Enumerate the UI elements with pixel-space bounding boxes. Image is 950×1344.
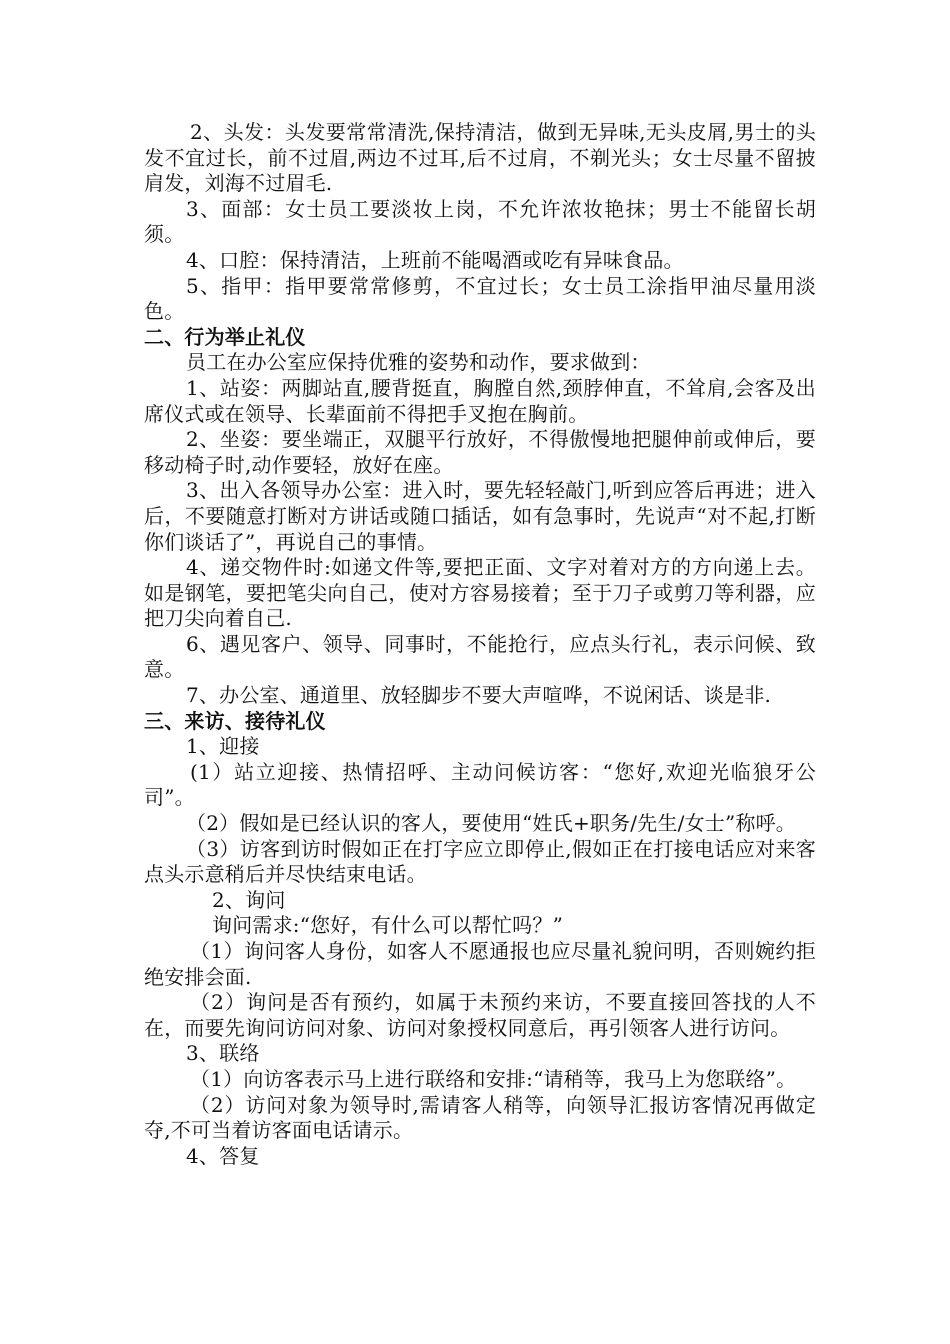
subheading-contact: 3、联络 <box>186 1041 260 1066</box>
paragraph-contact-2: （2）访问对象为领导时,需请客人稍等，向领导汇报访客情况再做定夺,不可当着访客面电话请示。 <box>144 1092 816 1143</box>
paragraph-behavior-intro: 员工在办公室应保持优雅的姿势和动作，要求做到： <box>186 350 651 375</box>
paragraph-face: 3、面部：女士员工要淡妆上岗，不允许浓妆艳抹；男士不能留长胡须。 <box>144 196 816 247</box>
subheading-greet: 1、迎接 <box>186 734 260 759</box>
paragraph-handing-items: 4、递交物件时:如递文件等,要把正面、文字对着对方的方向递上去。如是钢笔，要把笔尖向自己，使对方容易接着；至于刀子或剪刀等利器，应把刀尖向着自己. <box>144 555 816 631</box>
paragraph-quiet-walk: 7、办公室、通道里、放轻脚步不要大声喧哗，不说闲话、谈是非. <box>186 683 772 708</box>
paragraph-greeting-others: 6、遇见客户、领导、同事时，不能抢行，应点头行礼，表示问候、致意。 <box>144 631 816 682</box>
section-heading-behavior: 二、行为举止礼仪 <box>144 324 306 349</box>
paragraph-inquire-intro: 询问需求:“您好，有什么可以帮忙吗？” <box>212 913 563 938</box>
paragraph-greet-1: (1）站立迎接、热情招呼、主动问候访客：“您好,欢迎光临狼牙公司”。 <box>144 759 816 810</box>
paragraph-inquire-1: （1）询问客人身份，如客人不愿通报也应尽量礼貌问明，否则婉约拒绝安排会面. <box>144 939 816 989</box>
paragraph-inquire-2: （2）询问是否有预约，如属于未预约来访，不要直接回答找的人不在，而要先询问访问对象、访问对象授权同意后，再引领客人进行访问。 <box>144 990 816 1040</box>
subheading-inquire: 2、询问 <box>212 887 286 912</box>
paragraph-greet-3: （3）访客到访时假如正在打字应立即停止,假如正在打接电话应对来客点头示意稍后并尽快结束电话。 <box>144 836 816 887</box>
paragraph-standing: 1、站姿：两脚站直,腰背挺直，胸膛自然,颈脖伸直，不耸肩,会客及出席仪式或在领导、长辈面前不得把手叉抱在胸前。 <box>144 375 816 426</box>
paragraph-contact-1: （1）向访客表示马上进行联络和安排:“请稍等，我马上为您联络”。 <box>190 1066 797 1091</box>
paragraph-office-entry: 3、出入各领导办公室：进入时，要先轻轻敲门,听到应答后再进；进入后，不要随意打断对方讲话或随口插话，如有急事时，先说声“对不起,打断你们谈话了”，再说自己的事情。 <box>144 478 816 554</box>
subheading-reply: 4、答复 <box>186 1143 260 1168</box>
paragraph-greet-2: （2）假如是已经认识的客人，要使用“姓氏+职务/先生/女士”称呼。 <box>186 811 797 836</box>
paragraph-mouth: 4、口腔：保持清洁，上班前不能喝酒或吃有异味食品。 <box>186 247 684 272</box>
section-heading-reception: 三、来访、接待礼仪 <box>144 708 326 733</box>
paragraph-sitting: 2、坐姿：要坐端正，双腿平行放好，不得傲慢地把腿伸前或伸后，要移动椅子时,动作要轻，放好在座。 <box>144 427 816 477</box>
paragraph-nails: 5、指甲：指甲要常常修剪，不宜过长；女士员工涂指甲油尽量用淡色。 <box>144 273 816 324</box>
paragraph-hair: 2、头发：头发要常常清洗,保持清洁，做到无异味,无头皮屑,男士的头发不宜过长，前不过眉,两边不过耳,后不过肩，不剃光头；女士尽量不留披肩发，刘海不过眉毛. <box>144 120 816 196</box>
document-page <box>144 120 816 1169</box>
